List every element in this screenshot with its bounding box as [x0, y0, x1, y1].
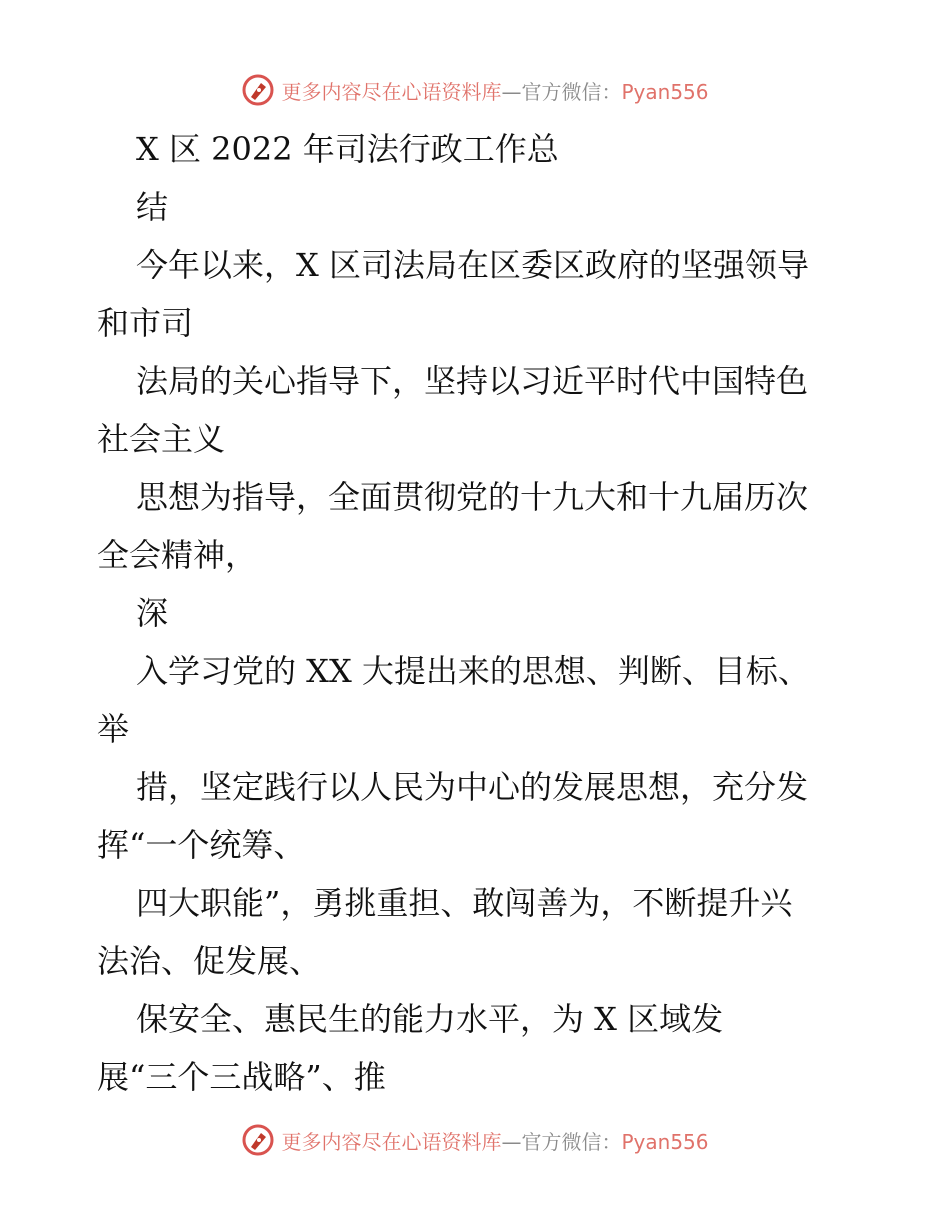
banner-dash: —	[501, 79, 522, 104]
paragraph-line: 法治、促发展、	[97, 942, 322, 980]
paragraph-line: 四大职能”，勇挑重担、敢闯善为，不断提升兴	[136, 884, 793, 922]
paragraph-line: 社会主义	[97, 420, 226, 458]
document-body	[97, 120, 857, 1106]
banner-text	[281, 76, 708, 105]
paragraph-line: 入学习党的 XX 大提出来的思想、判断、目标、	[136, 652, 810, 690]
paragraph-line: 展“三个三战略”、推	[97, 1058, 386, 1096]
paragraph-line: 深	[136, 594, 169, 632]
pen-nib-circle-icon	[241, 73, 275, 107]
header-banner	[0, 70, 950, 110]
banner-wechat-label: 官方微信：	[521, 79, 622, 104]
paragraph-line: 挥“一个统筹、	[97, 826, 306, 864]
paragraph-line: 措，坚定践行以人民为中心的发展思想，充分发	[136, 768, 809, 806]
banner-dash: —	[501, 1129, 522, 1154]
paragraph-line: 保安全、惠民生的能力水平，为 X 区域发	[136, 1000, 724, 1038]
banner-account: Pyan556	[621, 1129, 709, 1154]
banner-text	[281, 1126, 708, 1155]
banner-wechat-label: 官方微信：	[521, 1129, 622, 1154]
paragraph-line: 举	[97, 710, 130, 748]
paragraph-line: 和市司	[97, 304, 194, 342]
banner-content	[241, 1123, 708, 1157]
title-line-1: X 区 2022 年司法行政工作总	[136, 130, 559, 168]
title-line-2: 结	[136, 188, 169, 226]
paragraph-line: 全会精神，	[97, 536, 258, 574]
footer-banner	[0, 1120, 950, 1160]
pen-nib-circle-icon	[241, 1123, 275, 1157]
banner-content	[241, 73, 708, 107]
paragraph-line: 今年以来，X 区司法局在区委区政府的坚强领导	[136, 246, 809, 284]
paragraph-line: 法局的关心指导下，坚持以习近平时代中国特色	[136, 362, 809, 400]
paragraph-line: 思想为指导，全面贯彻党的十九大和十九届历次	[136, 478, 809, 516]
banner-prefix: 更多内容尽在心语资料库	[281, 79, 502, 104]
banner-account: Pyan556	[621, 79, 709, 104]
banner-prefix: 更多内容尽在心语资料库	[281, 1129, 502, 1154]
